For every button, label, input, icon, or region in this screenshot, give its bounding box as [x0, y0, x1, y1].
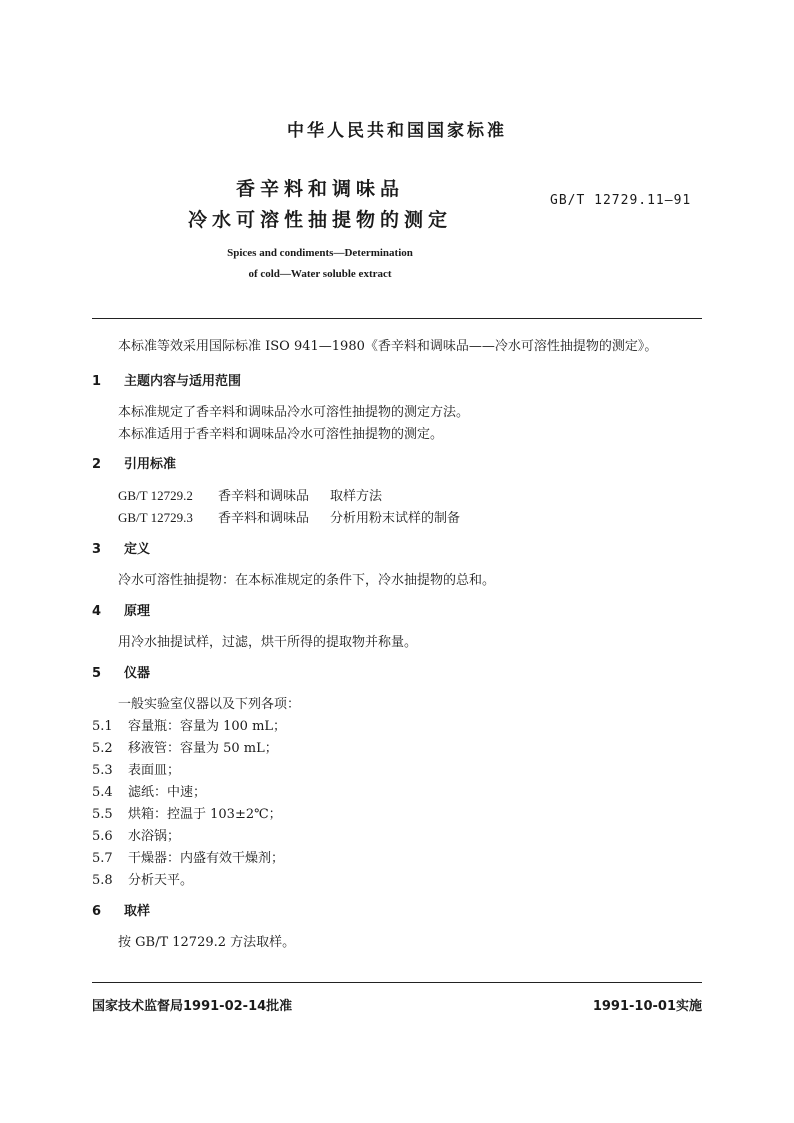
approval-note: 国家技术监督局1991-02-14批准	[92, 999, 293, 1014]
list-item	[92, 759, 180, 778]
item-text: 水浴锅；	[128, 829, 181, 844]
item-number: 5.1	[92, 719, 113, 734]
section-5-heading	[92, 662, 150, 681]
section-1-line-2: 本标准适用于香辛料和调味品冷水可溶性抽提物的测定。	[118, 427, 444, 442]
section-number: 1	[92, 374, 102, 389]
item-number: 5.7	[92, 851, 113, 866]
reference-name: 香辛料和调味品	[218, 489, 310, 504]
list-item	[92, 825, 180, 844]
section-number: 3	[92, 542, 102, 557]
section-3-heading	[92, 538, 150, 557]
section-1-heading	[92, 370, 241, 389]
reference-row	[118, 507, 460, 526]
item-number: 5.6	[92, 829, 113, 844]
section-2-heading	[92, 453, 176, 472]
item-number: 5.5	[92, 807, 113, 822]
reference-code: GB/T 12729.2	[118, 488, 193, 503]
item-text: 表面皿；	[128, 763, 181, 778]
section-4-text: 用冷水抽提试样，过滤，烘干所得的提取物并称量。	[118, 635, 418, 650]
title-line-2: 冷水可溶性抽提物的测定	[187, 209, 452, 231]
item-text: 干燥器：内盛有效干燥剂；	[128, 851, 285, 866]
reference-row	[118, 485, 382, 504]
item-text: 分析天平。	[128, 873, 194, 888]
section-number: 5	[92, 666, 102, 681]
section-number: 2	[92, 457, 102, 472]
section-title: 主题内容与适用范围	[124, 374, 242, 389]
list-item	[92, 803, 282, 822]
section-title: 取样	[124, 904, 151, 919]
section-6-text: 按 GB/T 12729.2 方法取样。	[118, 935, 296, 950]
section-number: 6	[92, 904, 102, 919]
list-item	[92, 869, 193, 888]
reference-name: 香辛料和调味品	[218, 511, 310, 526]
national-standard-heading: 中华人民共和国国家标准	[287, 121, 507, 141]
section-4-heading	[92, 600, 150, 619]
section-1-line-1: 本标准规定了香辛料和调味品冷水可溶性抽提物的测定方法。	[118, 405, 470, 420]
item-number: 5.4	[92, 785, 113, 800]
section-number: 4	[92, 604, 102, 619]
reference-desc: 取样方法	[330, 489, 383, 504]
list-item	[92, 715, 286, 734]
intro-paragraph: 本标准等效采用国际标准 ISO 941—1980《香辛料和调味品——冷水可溶性抽提物的测定》。	[118, 339, 658, 354]
item-text: 滤纸：中速；	[128, 785, 207, 800]
item-text: 容量瓶：容量为 100 mL；	[128, 719, 287, 734]
section-title: 原理	[124, 604, 151, 619]
list-item	[92, 737, 278, 756]
section-6-heading	[92, 900, 150, 919]
reference-code: GB/T 12729.3	[118, 510, 193, 525]
top-divider	[92, 318, 702, 319]
section-title: 仪器	[124, 666, 151, 681]
item-number: 5.8	[92, 873, 113, 888]
list-item	[92, 847, 284, 866]
section-title: 引用标准	[124, 457, 177, 472]
bottom-divider	[92, 982, 702, 983]
title-line-1: 香辛料和调味品	[235, 178, 404, 200]
reference-desc: 分析用粉末试样的制备	[330, 511, 461, 526]
standard-code: GB/T 12729.11—91	[550, 193, 692, 208]
section-title: 定义	[124, 542, 151, 557]
section-3-text: 冷水可溶性抽提物：在本标准规定的条件下，冷水抽提物的总和。	[118, 573, 496, 588]
item-text: 烘箱：控温于 103±2℃；	[128, 807, 282, 822]
section-5-intro: 一般实验室仪器以及下列各项：	[118, 697, 301, 712]
item-number: 5.3	[92, 763, 113, 778]
english-title-line-1: Spices and condiments—Determination	[227, 247, 413, 259]
list-item	[92, 781, 206, 800]
english-title-line-2: of cold—Water soluble extract	[248, 268, 392, 280]
item-number: 5.2	[92, 741, 113, 756]
implementation-note: 1991-10-01实施	[592, 999, 702, 1014]
item-text: 移液管：容量为 50 mL；	[128, 741, 278, 756]
